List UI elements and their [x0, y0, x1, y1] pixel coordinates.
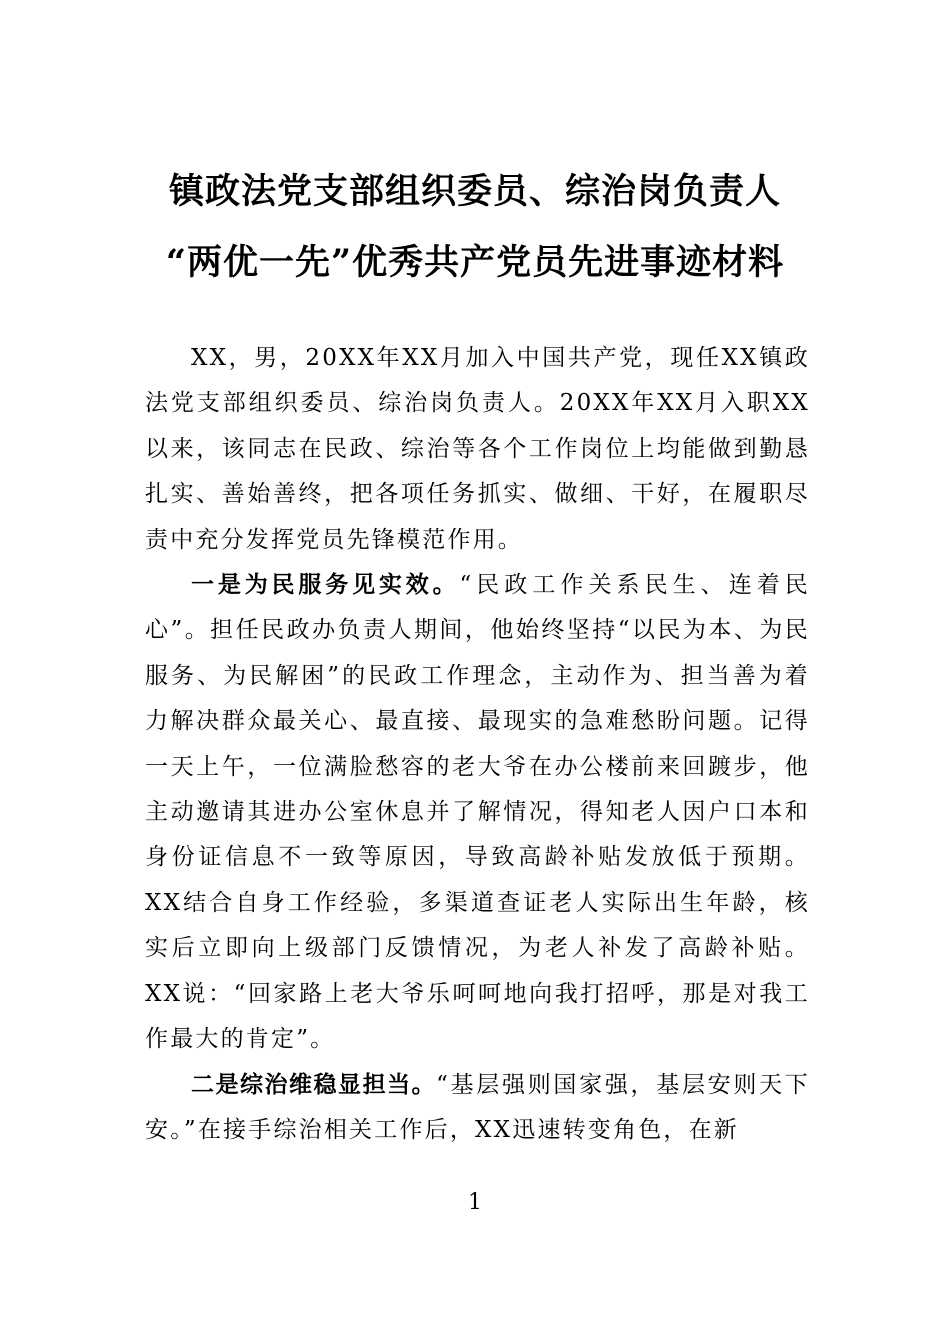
paragraph-lead: 一是为民服务见实效。 [191, 572, 460, 599]
document-title-line-1: 镇政法党支部组织委员、综治岗负责人 [168, 171, 781, 212]
paragraph-section-2 [145, 1063, 810, 1154]
document-title-line-2: “两优一先”优秀共产党员先进事迹材料 [165, 242, 785, 283]
paragraph-text: “民政工作关系民生、连着民心”。担任民政办负责人期间，他始终坚持“以民为本、为民服务、为民解困”的民政工作理念，主动作为、担当善为着力解决群众最关心、最直接、最现实的急难愁盼问题。记得一天上午，一位满脸愁容的老大爷在办公楼前来回踱步，他主动邀请其进办公室休息并了解情况，得知老人因户口本和身份证信息不一致等原因，导致高龄补贴发放低于预期。XX结合自身工作经验，多渠道查证老人实际出生年龄，核实后立即向上级部门反馈情况，为老人补发了高龄补贴。XX说：“回家路上老大爷乐呵呵地向我打招呼，那是对我工作最大的肯定”。 [145, 572, 811, 1053]
paragraph-intro [145, 336, 810, 563]
paragraph-text: XX，男，20XX年XX月加入中国共产党，现任XX镇政法党支部组织委员、综治岗负责人。20XX年XX月入职XX以来，该同志在民政、综治等各个工作岗位上均能做到勤恳扎实、善始善终，把各项任务抓实、做细、干好，在履职尽责中充分发挥党员先锋模范作用。 [145, 345, 810, 553]
page-number: 1 [468, 1190, 482, 1215]
paragraph-section-1 [145, 563, 810, 1062]
document-body [145, 336, 810, 1153]
paragraph-text: “基层强则国家强，基层安则天下安。”在接手综治相关工作后，XX迅速转变角色，在新 [145, 1071, 811, 1143]
paragraph-lead: 二是综治维稳显担当。 [191, 1071, 437, 1098]
